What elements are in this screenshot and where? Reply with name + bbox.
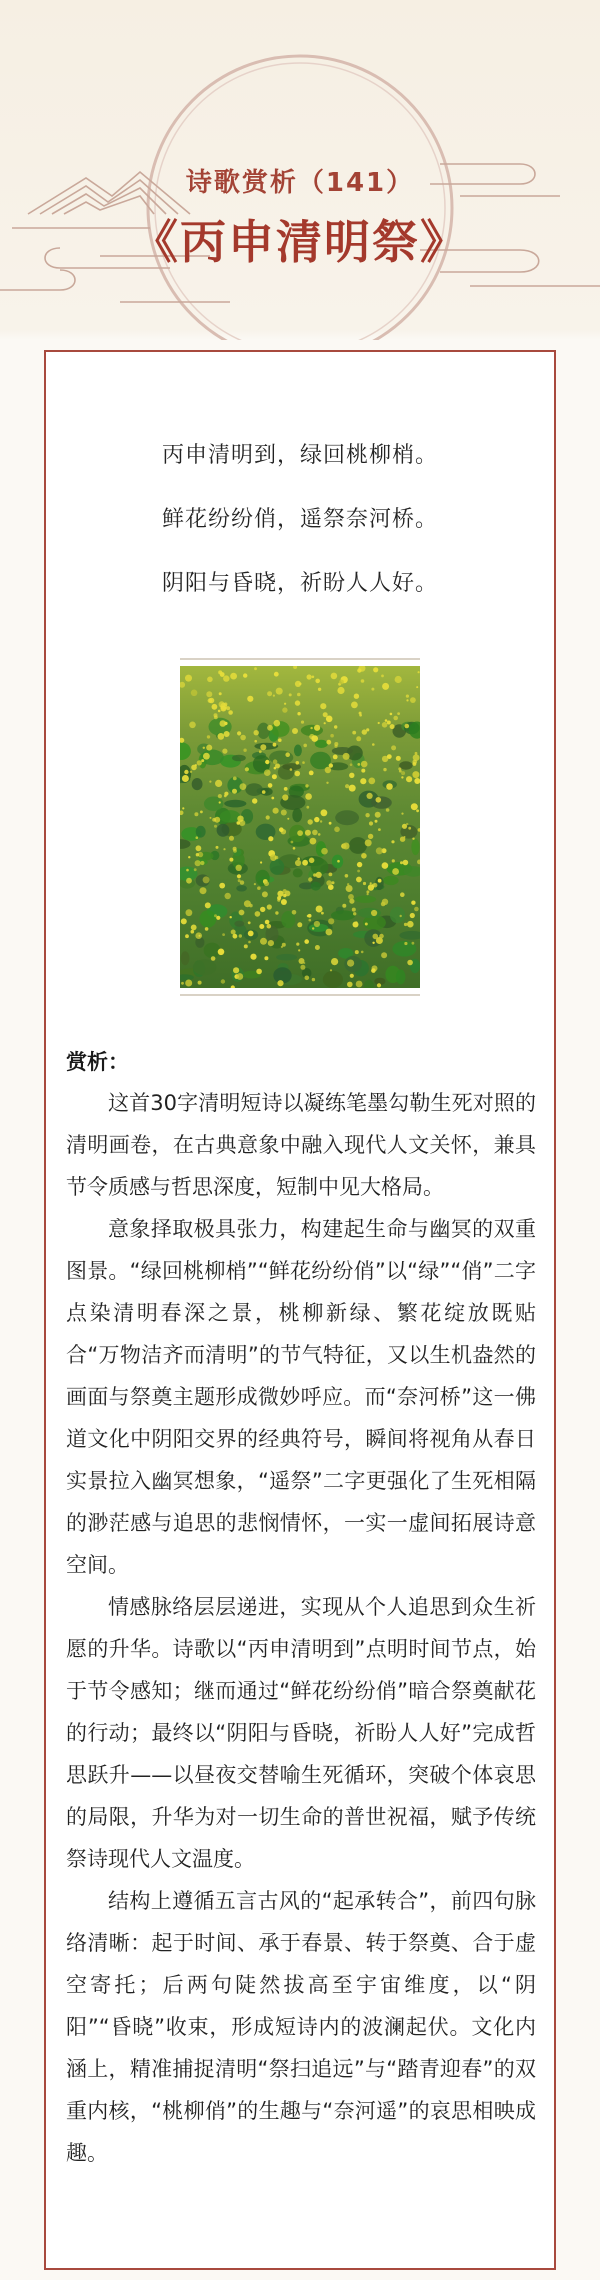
poem-line: 阴阳与昏晓，祈盼人人好。	[161, 571, 438, 596]
poem-line: 鲜花纷纷俏，遥祭奈河桥。	[161, 507, 438, 532]
content-frame	[44, 350, 556, 2270]
analysis-section	[66, 1042, 536, 2174]
analysis-paragraph: 结构上遵循五言古风的“起承转合”，前四句脉络清晰：起于时间、承于春景、转于祭奠、合于虚空寄托；后两句陡然拔高至宇宙维度，以“阴阳”“昏晓”收束，形成短诗内的波澜起伏。文化内涵上，精准捕捉清明“祭扫追远”与“踏青迎春”的双重内核，“桃柳俏”的生趣与“奈河遥”的哀思相映成趣。	[66, 1889, 536, 2165]
analysis-paragraph: 这首30字清明短诗以凝练笔墨勾勒生死对照的清明画卷，在古典意象中融入现代人文关怀，兼具节令质感与哲思深度，短制中见大格局。	[66, 1091, 536, 1199]
header-banner	[0, 0, 600, 340]
poem-line: 丙申清明到，绿回桃柳梢。	[161, 443, 438, 468]
photo-frame	[180, 658, 420, 996]
analysis-label: 赏析：	[66, 1050, 129, 1074]
analysis-paragraph: 意象择取极具张力，构建起生命与幽冥的双重图景。“绿回桃柳梢”“鲜花纷纷俏”以“绿”“俏”二字点染清明春深之景，桃柳新绿、繁花绽放既贴合“万物洁齐而清明”的节气特征，又以生机盎然的画面与祭奠主题形成微妙呼应。而“奈河桥”这一佛道文化中阴阳交界的经典符号，瞬间将视角从春日实景拉入幽冥想象，“遥祭”二字更强化了生死相隔的渺茫感与追思的悲悯情怀，一实一虚间拓展诗意空间。	[66, 1217, 536, 1577]
poem-title: 《丙申清明祭》	[132, 215, 468, 269]
poem-series-subtitle: 诗歌赏析（141）	[185, 168, 415, 198]
poem-text	[46, 424, 554, 616]
flower-field-illustration	[180, 666, 420, 988]
analysis-paragraph: 情感脉络层层递进，实现从个人追思到众生祈愿的升华。诗歌以“丙申清明到”点明时间节点，始于节令感知；继而通过“鲜花纷纷俏”暗合祭奠献花的行动；最终以“阴阳与昏晓，祈盼人人好”完成哲思跃升——以昼夜交替喻生死循环，突破个体哀思的局限，升华为对一切生命的普世祝福，赋予传统祭诗现代人文温度。	[66, 1595, 536, 1871]
rapeseed-field-photo	[180, 666, 420, 988]
